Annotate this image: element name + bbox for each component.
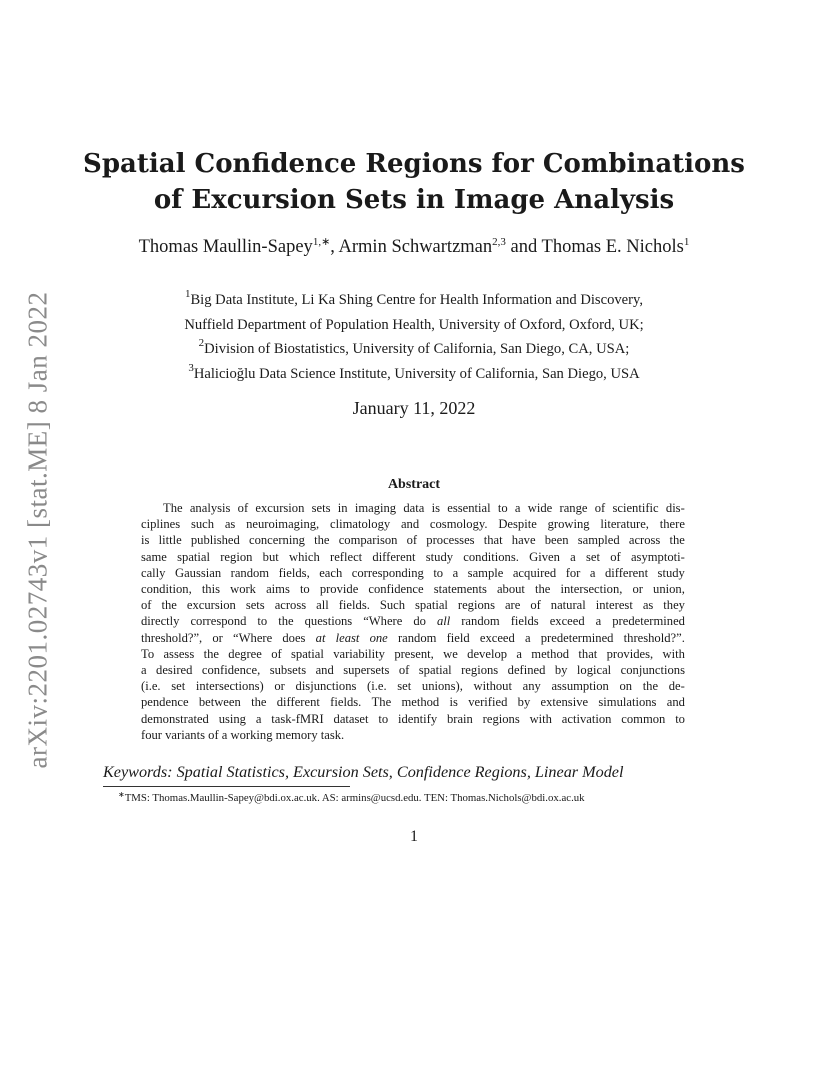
abstract-word: fields,: [278, 565, 310, 580]
abstract-word: of: [398, 663, 410, 678]
footnote: [118, 792, 585, 804]
abstract-word: the: [161, 598, 177, 613]
abstract-word: of: [530, 598, 541, 613]
abstract-word: a: [595, 614, 602, 629]
abstract-word: simulations: [598, 695, 657, 710]
abstract-word: by: [517, 695, 531, 710]
footnote-rule: [103, 786, 350, 787]
author-name: Armin Schwartzman: [338, 237, 493, 257]
abstract-word: identify: [397, 711, 438, 726]
abstract-word: same: [141, 549, 167, 564]
abstract-word: essential: [447, 501, 491, 515]
abstract-word: for: [565, 565, 581, 580]
abstract-word: and: [400, 517, 420, 532]
abstract-word: to: [675, 711, 685, 726]
abstract-word: work: [230, 582, 256, 597]
abstract-word: threshold?”,: [141, 630, 203, 645]
abstract-word: extensive: [540, 695, 589, 710]
abstract-word: regions: [482, 711, 520, 726]
abstract-word: each: [319, 565, 343, 580]
abstract-line: [141, 500, 685, 516]
abstract-word: confidence: [368, 582, 424, 597]
affiliation-mark: 3: [188, 361, 194, 374]
abstract-line: [141, 662, 685, 678]
abstract-word: fields.: [330, 695, 362, 710]
abstract-word: sets: [245, 598, 265, 613]
abstract-word: The: [163, 501, 183, 515]
abstract-heading: Abstract: [387, 477, 441, 492]
abstract-word: cosmology.: [429, 517, 488, 532]
abstract-word: the: [669, 533, 685, 548]
title-line-2: of Excursion Sets in Image Analysis: [153, 185, 675, 215]
abstract-word: study: [425, 549, 454, 564]
abstract-word: regions: [457, 598, 495, 613]
abstract-word: do: [413, 614, 426, 629]
arxiv-identifier-stamp: arXiv:2201.02743v1 [stat.ME] 8 Jan 2022: [22, 291, 53, 769]
abstract-word: and: [666, 695, 685, 710]
author-affil-mark: 1,∗: [312, 236, 331, 248]
abstract-word: defined: [507, 663, 546, 678]
abstract-word: published: [190, 533, 240, 548]
abstract-word: assess: [163, 646, 195, 661]
abstract-word: all: [316, 598, 329, 613]
affiliation-text: Nuffield Department of Population Health, University of Oxford, Oxford, UK;: [184, 316, 644, 333]
abstract-word: on: [619, 679, 633, 694]
abstract-word: exceed: [549, 614, 585, 629]
abstract-word: without: [473, 679, 512, 694]
abstract-word: of: [594, 501, 606, 515]
abstract-word: ciplines: [141, 517, 181, 532]
abstract-word: this: [201, 582, 221, 597]
abstract-word: To: [141, 646, 155, 661]
abstract-word: of: [610, 549, 621, 564]
affiliation-line: [0, 362, 828, 387]
author-affil-mark: 2,3: [492, 236, 506, 248]
abstract-word: de-: [668, 679, 685, 694]
abstract-word: across: [628, 533, 661, 548]
abstract-word: degree: [228, 646, 262, 661]
abstract-word: with: [662, 646, 685, 661]
abstract-word: or: [274, 679, 285, 694]
abstract-word: that: [483, 533, 503, 548]
abstract-word: growing: [547, 517, 590, 532]
abstract-word: the: [535, 582, 551, 597]
abstract-line: [141, 581, 685, 597]
abstract-word: predetermined: [612, 614, 685, 629]
abstract-word: they: [663, 598, 685, 613]
page-number: 1: [410, 828, 418, 845]
abstract-word: sampled: [577, 533, 620, 548]
abstract-word: Despite: [498, 517, 537, 532]
abstract-word: with: [529, 711, 552, 726]
abstract-word: regions: [461, 663, 499, 678]
abstract-word: a: [255, 711, 262, 726]
abstract-word: to: [378, 711, 389, 726]
abstract-word: exceed: [479, 630, 515, 645]
abstract-word: a: [141, 663, 147, 678]
abstract-word: literature,: [600, 517, 649, 532]
abstract-line: [141, 694, 685, 710]
abstract-word: pendence: [141, 695, 189, 710]
footnote-text: TMS: Thomas.Maullin-Sapey@bdi.ox.ac.uk. AS: armins@ucsd.edu. TEN: Thomas.Nichols@bdi.ox.ac.uk: [124, 792, 585, 804]
abstract-word: and: [315, 663, 334, 678]
abstract-word: in: [337, 501, 348, 515]
abstract-word: sample: [467, 565, 504, 580]
abstract-line: [141, 646, 685, 662]
abstract-word: scientific: [612, 501, 659, 515]
abstract-word: a: [516, 646, 522, 661]
abstract-word: least: [335, 630, 360, 645]
abstract-word: set: [585, 549, 600, 564]
abstract-word: little: [158, 533, 182, 548]
abstract-line: [141, 630, 685, 646]
abstract-word: Gaussian: [174, 565, 222, 580]
abstract-word: random: [397, 630, 437, 645]
abstract-word: corresponding: [351, 565, 424, 580]
abstract-word: verified: [468, 695, 508, 710]
abstract-word: natural: [550, 598, 586, 613]
abstract-line: [141, 532, 685, 548]
abstract-word: intersections): [195, 679, 264, 694]
abstract-word: using: [218, 711, 246, 726]
abstract-word: the: [203, 646, 219, 661]
abstract-word: statements: [433, 582, 487, 597]
keywords: Keywords: Spatial Statistics, Excursion Sets, Confidence Regions, Linear Model: [103, 763, 624, 781]
affiliation-mark: 1: [184, 288, 191, 300]
abstract-word: comparison: [338, 533, 398, 548]
abstract-word: of: [237, 501, 249, 515]
paper-title: [0, 146, 828, 218]
abstract-word: different: [276, 695, 320, 710]
abstract-word: (i.e.: [367, 679, 387, 694]
abstract-word: cally: [141, 565, 166, 580]
abstract-word: processes: [426, 533, 475, 548]
abstract-line: [141, 613, 685, 629]
abstract-word: all: [436, 614, 451, 629]
abstract-word: Given: [529, 549, 560, 564]
abstract-word: the: [642, 679, 659, 694]
footnote-mark: ∗: [118, 790, 125, 799]
abstract-word: provides,: [606, 646, 654, 661]
abstract-word: a: [589, 565, 596, 580]
abstract-word: spatial: [177, 549, 210, 564]
affiliations: [0, 288, 828, 386]
abstract-word: interest: [595, 598, 633, 613]
abstract-word: fields.: [338, 598, 370, 613]
affiliation-line: [0, 313, 828, 338]
abstract-line: four variants of a working memory task.: [141, 727, 345, 742]
abstract-word: aims: [266, 582, 290, 597]
abstract-word: common: [621, 711, 666, 726]
abstract-word: condition,: [141, 582, 192, 597]
abstract-word: wide: [527, 501, 553, 515]
abstract-word: different: [372, 549, 416, 564]
abstract-word: sets: [311, 501, 331, 515]
abstract-word: about: [496, 582, 525, 597]
abstract-word: is: [449, 695, 458, 710]
abstract-word: subsets: [269, 663, 307, 678]
abstract-word: different: [604, 565, 649, 580]
abstract-word: neuroimaging,: [246, 517, 320, 532]
abstract-word: correspond: [190, 614, 247, 629]
abstract-word: conjunctions: [620, 663, 685, 678]
abstract-word: a: [524, 630, 531, 645]
abstract-word: spatial: [291, 646, 324, 661]
author-separator: ,: [330, 237, 339, 257]
abstract-word: asymptoti-: [630, 549, 685, 564]
title-line-1: Spatial Confidence Regions for Combinations: [83, 149, 745, 179]
abstract-word: we: [443, 646, 458, 661]
abstract-word: there: [659, 517, 685, 532]
abstract-word: excursion: [255, 501, 305, 515]
abstract-word: of: [271, 646, 282, 661]
abstract-word: a: [452, 565, 459, 580]
affiliation-text: Halicioğlu Data Science Institute, University of California, San Diego, USA: [193, 365, 640, 382]
author-name: Thomas E. Nichols: [541, 237, 684, 257]
author-affil-mark: 1: [683, 236, 690, 248]
abstract-word: The: [371, 695, 392, 710]
abstract-word: threshold?”.: [623, 630, 685, 645]
abstract-word: imaging: [354, 501, 397, 515]
abstract-word: data: [403, 501, 425, 515]
abstract-word: a: [514, 501, 521, 515]
abstract-word: demonstrated: [141, 711, 209, 726]
abstract-word: is: [141, 533, 150, 548]
abstract-word: provide: [319, 582, 359, 597]
abstract-word: logical: [576, 663, 612, 678]
abstract-word: dis-: [665, 501, 685, 515]
abstract-word: directly: [141, 614, 180, 629]
abstract-word: across: [274, 598, 307, 613]
abstract-word: to: [433, 565, 444, 580]
abstract-word: of: [141, 598, 152, 613]
abstract-word: any: [522, 679, 541, 694]
abstract-word: activation: [561, 711, 612, 726]
abstract-word: “Where: [233, 630, 273, 645]
abstract-word: set: [171, 679, 186, 694]
abstract-line: [141, 549, 685, 565]
abstract-word: field: [446, 630, 470, 645]
abstract-word: such: [190, 517, 215, 532]
abstract-line: [141, 711, 685, 727]
abstract-word: variability: [333, 646, 385, 661]
abstract-word: a: [570, 549, 576, 564]
abstract-word: “Where: [363, 614, 403, 629]
abstract-word: desired: [156, 663, 193, 678]
abstract-word: fields: [510, 614, 539, 629]
author-conjunction: and: [505, 237, 542, 257]
abstract-word: assumption: [551, 679, 609, 694]
author-name: Thomas Maullin-Sapey: [138, 237, 313, 257]
abstract-word: of: [406, 533, 418, 548]
abstract-word: or: [212, 630, 223, 645]
abstract-word: as: [642, 598, 654, 613]
abstract-word: confidence,: [201, 663, 261, 678]
abstract-line: [141, 678, 685, 694]
author-list: [0, 237, 828, 258]
abstract-word: excursion: [186, 598, 236, 613]
abstract-word: study: [657, 565, 685, 580]
abstract-word: climatology: [330, 517, 391, 532]
affiliation-text: Division of Biostatistics, University of California, San Diego, CA, USA;: [204, 341, 630, 357]
abstract-word: present,: [394, 646, 434, 661]
abstract-word: set: [397, 679, 412, 694]
abstract-word: intersection,: [560, 582, 623, 597]
abstract-body: [141, 500, 685, 743]
abstract-word: at: [315, 630, 326, 645]
abstract-word: region: [220, 549, 253, 564]
abstract-word: (i.e.: [141, 679, 161, 694]
abstract-word: range: [559, 501, 588, 515]
abstract-word: spatial: [415, 598, 448, 613]
abstract-word: been: [544, 533, 569, 548]
abstract-word: which: [288, 549, 320, 564]
abstract-line: [141, 516, 685, 532]
affiliation-mark: 2: [198, 337, 205, 349]
abstract-word: or: [632, 582, 643, 597]
abstract-line: [141, 597, 685, 613]
abstract-word: as: [224, 517, 236, 532]
abstract-word: reflect: [330, 549, 363, 564]
abstract-word: questions: [304, 614, 353, 629]
abstract-word: dataset: [333, 711, 369, 726]
abstract-word: between: [198, 695, 241, 710]
abstract-word: predetermined: [540, 630, 614, 645]
abstract-word: are: [504, 598, 521, 613]
abstract-word: the: [251, 695, 267, 710]
abstract-word: disjunctions: [295, 679, 357, 694]
abstract-word: concerning: [249, 533, 305, 548]
abstract-word: the: [278, 614, 294, 629]
abstract-word: does: [282, 630, 306, 645]
abstract-word: is: [431, 501, 440, 515]
abstract-word: by: [554, 663, 568, 678]
abstract-word: task-fMRI: [271, 711, 324, 726]
abstract-word: to: [299, 582, 310, 597]
abstract-line: [141, 565, 685, 581]
abstract-word: method: [531, 646, 570, 661]
abstract-word: conditions.: [463, 549, 519, 564]
affiliation-line: [0, 337, 828, 362]
abstract-word: develop: [467, 646, 508, 661]
abstract-word: to: [257, 614, 268, 629]
abstract-word: that: [578, 646, 598, 661]
affiliation-line: [0, 288, 828, 313]
abstract-word: random: [230, 565, 270, 580]
abstract-word: random: [461, 614, 500, 629]
abstract-word: Such: [379, 598, 406, 613]
abstract-word: supersets: [343, 663, 390, 678]
abstract-word: brain: [446, 711, 473, 726]
abstract-word: spatial: [418, 663, 452, 678]
abstract-word: acquired: [512, 565, 557, 580]
abstract-word: the: [314, 533, 330, 548]
abstract-word: one: [369, 630, 388, 645]
abstract-word: unions),: [421, 679, 463, 694]
abstract-word: union,: [653, 582, 685, 597]
abstract-word: to: [497, 501, 508, 515]
abstract-word: analysis: [189, 501, 231, 515]
abstract-word: but: [262, 549, 279, 564]
abstract-word: have: [511, 533, 536, 548]
affiliation-text: Big Data Institute, Li Ka Shing Centre for Health Information and Discovery,: [190, 292, 644, 308]
paper-date: January 11, 2022: [352, 398, 476, 418]
abstract-word: method: [401, 695, 440, 710]
